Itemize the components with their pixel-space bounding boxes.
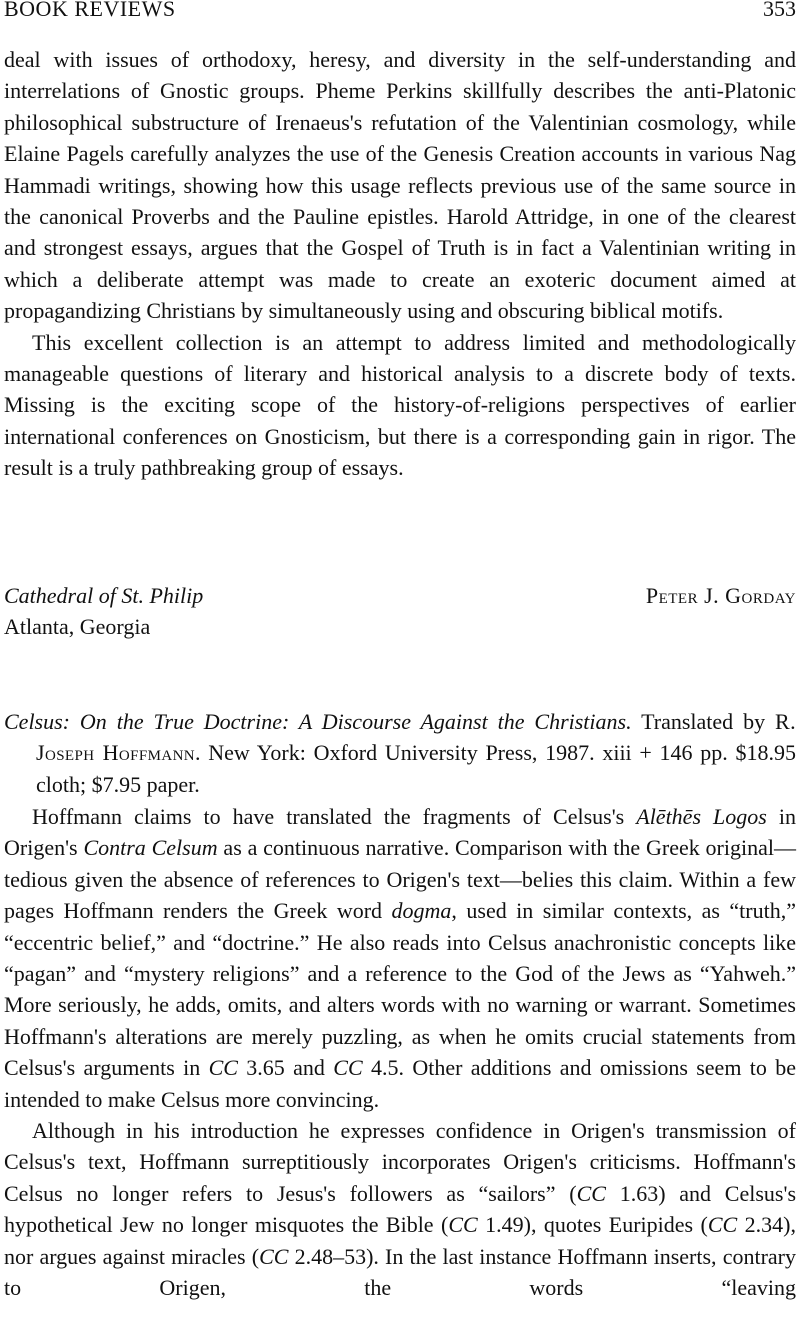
italic-abbrev: CC: [259, 1243, 289, 1269]
review1-paragraph-2: This excellent collection is an attempt to address limited and methodologically manageable questions of literary and historical analysis to a discrete body of texts. Missing is the exciting scope of the history-of-religions perspectives of earlier international conferences on Gnosticism, but there is a corresponding gain in rigor. The result is a truly pathbreaking group of essays.: [4, 329, 796, 481]
review1-paragraph-1: deal with issues of orthodoxy, heresy, and diversity in the self-understanding and interrelations of Gnostic groups. Pheme Perkins skillfully describes the anti-Platonic philosophical substructure of Irenaeus's refutation of the Valentinian cosmology, while Elaine Pagels carefully analyzes the use of the Genesis Creation accounts in various Nag Hammadi writings, showing how this usage reflects previous use of the same source in the canonical Proverbs and the Pauline epistles. Harold Attridge, in one of the clearest and strongest essays, argues that the Gospel of Truth is in fact a Valentinian writing in which a deliberate attempt was made to create an exoteric document aimed at propagandizing Christians by simultaneously using and obscuring biblical motifs.: [4, 47, 796, 324]
italic-abbrev: CC: [576, 1180, 606, 1206]
translator-name: R. Joseph Hoffmann: [36, 709, 796, 766]
text-run: 2.34), nor argues against miracles (: [4, 1212, 797, 1269]
text-run: Although in his introduction he expresses confidence in Origen's transmission of Celsus's text, Hoffmann surreptitiously incorporates Origen's criticisms. Hoffmann's Celsus no longer refers to Jesus's followers as “sailors” (: [4, 1118, 796, 1206]
text-run: Hoffmann claims to have translated the fragments of Celsus's: [32, 804, 637, 829]
italic-abbrev: CC: [208, 1055, 238, 1081]
text-run: as a continuous narrative. Comparison with the Greek original—tedious given the absence of references to Origen's text—belies this claim. Within a few pages Hoffmann renders the Greek word: [4, 835, 796, 924]
italic-abbrev: CC: [333, 1055, 363, 1081]
italic-term: Alēthēs Logos: [636, 804, 767, 829]
running-head: [4, 0, 796, 24]
review2-citation: [4, 706, 796, 800]
publication-details: . New York: Oxford University Press, 1987. xiii + 146 pp. $18.95 cloth; $7.95 paper.: [36, 740, 796, 797]
text-run: 1.49), quotes Euripides (: [477, 1212, 708, 1238]
text-run: 1.63) and Celsus's hypothetical Jew no longer misquotes the Bible (: [4, 1180, 797, 1238]
reviewer-affiliation: Cathedral of St. Philip: [4, 583, 204, 608]
review2-paragraph-1: [4, 801, 796, 1115]
review2-paragraph-2: [4, 1115, 796, 1303]
italic-abbrev: CC: [707, 1212, 738, 1238]
italic-abbrev: CC: [448, 1212, 478, 1238]
review2-body: [4, 801, 796, 1304]
text-run: 3.65 and: [237, 1055, 334, 1081]
review1-body: [4, 44, 796, 484]
reviewer-location: Atlanta, Georgia: [4, 614, 151, 640]
review1-signature: [4, 580, 796, 643]
book-title: Celsus: On the True Doctrine: A Discourse Against the Christians.: [4, 709, 632, 734]
page-number: 353: [763, 0, 796, 21]
section-title: BOOK REVIEWS: [4, 0, 176, 21]
text-run: in Origen's: [4, 804, 796, 861]
italic-term: dogma: [391, 898, 452, 924]
citation-translated: Translated by: [641, 709, 766, 734]
reviewer-name: Peter J. Gorday: [645, 583, 796, 608]
text-run: , used in similar contexts, as “truth,” “eccentric belief,” and “doctrine.” He also reads into Celsus anachronistic concepts like “pagan” and “mystery religions” and a reference to the God of the Jews as “Yahweh.” More seriously, he adds, omits, and alters words with no warning or warrant. Sometimes Hoffmann's alterations are merely puzzling, as when he omits crucial statements from Celsus's arguments in: [4, 898, 796, 1081]
text-run: 4.5. Other additions and omissions seem to be intended to make Celsus more convincing.: [4, 1055, 797, 1112]
text-run: 2.48–53). In the last instance Hoffmann inserts, contrary to Origen, the words “leaving: [4, 1243, 796, 1301]
italic-term: Contra Celsum: [83, 835, 218, 861]
